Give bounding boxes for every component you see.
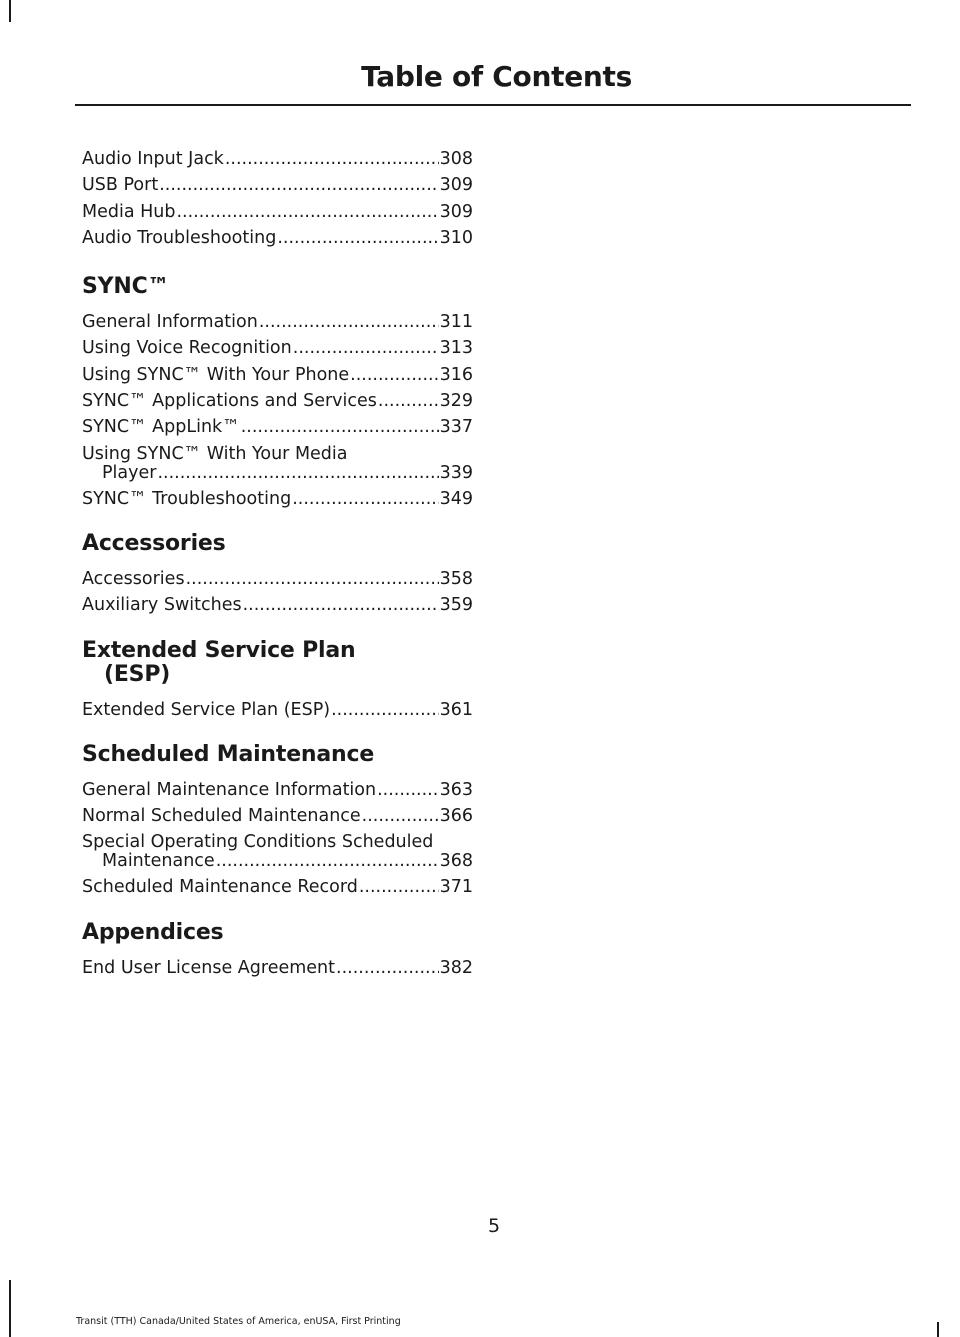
toc-entry-title: Audio Input Jack [82, 149, 224, 169]
dot-leader [277, 225, 438, 251]
dot-leader [157, 464, 438, 483]
dot-leader [176, 199, 438, 225]
toc-entry-title: Extended Service Plan (ESP) [82, 699, 331, 720]
section-heading-appendices: Appendices [82, 919, 224, 945]
crop-mark-bottom-left [9, 1280, 11, 1337]
toc-entry-page: 359 [439, 595, 473, 616]
dot-leader [359, 874, 439, 900]
toc-entry[interactable] [82, 833, 473, 871]
header-divider [75, 104, 911, 106]
section-heading-maintenance: Scheduled Maintenance [82, 741, 375, 767]
dot-leader [159, 172, 438, 198]
toc-entry-title-line2: Player [102, 462, 157, 483]
toc-entry-page: 311 [439, 312, 473, 333]
dot-leader [362, 803, 439, 829]
toc-entry-page: 358 [439, 568, 473, 589]
toc-entry-page: 371 [439, 877, 473, 898]
toc-entry-title: SYNC™ AppLink™ [82, 417, 240, 438]
section-heading-sync: SYNC™ [82, 274, 170, 300]
toc-entry[interactable] [82, 172, 473, 198]
toc-entry[interactable] [82, 697, 473, 723]
toc-entry[interactable] [82, 199, 473, 225]
section-heading-accessories: Accessories [82, 530, 226, 556]
toc-entry-page: 363 [439, 779, 473, 800]
toc-entry[interactable] [82, 592, 473, 618]
page-number: 5 [487, 1215, 501, 1237]
toc-entry-title: Media Hub [82, 201, 176, 222]
toc-entry-title: SYNC™ Applications and Services [82, 391, 377, 412]
dot-leader [377, 777, 439, 803]
toc-entry-title: End User License Agreement [82, 957, 335, 978]
toc-entry-title: Accessories [82, 568, 185, 589]
toc-entry-page: 316 [439, 364, 473, 385]
section-heading-line1: Extended Service Plan [82, 637, 356, 663]
dot-leader [350, 362, 438, 388]
section-heading-esp [82, 639, 473, 687]
toc-entry[interactable] [82, 486, 473, 512]
toc-entry-page: 337 [439, 417, 473, 438]
table-of-contents [82, 146, 473, 981]
dot-leader [293, 335, 439, 361]
toc-entry-page: 309 [439, 201, 473, 222]
dot-leader [336, 955, 439, 981]
toc-entry[interactable] [82, 146, 473, 172]
toc-entry[interactable] [82, 414, 473, 440]
dot-leader [225, 146, 439, 172]
toc-entry-title-line2: Maintenance [102, 851, 215, 872]
toc-entry-title: SYNC™ Troubleshooting [82, 488, 292, 509]
toc-entry-title: Auxiliary Switches [82, 595, 242, 616]
toc-entry[interactable] [82, 874, 473, 900]
toc-entry[interactable] [82, 362, 473, 388]
dot-leader [243, 592, 439, 618]
toc-entry-title: General Information [82, 312, 258, 333]
toc-entry-page: 368 [439, 851, 473, 872]
dot-leader [216, 852, 439, 871]
toc-entry-title: Audio Troubleshooting [82, 227, 277, 248]
dot-leader [186, 566, 439, 592]
toc-entry-title-line1: Special Operating Conditions Scheduled [82, 832, 434, 853]
toc-entry[interactable] [82, 803, 473, 829]
toc-entry[interactable] [82, 566, 473, 592]
toc-entry-title: General Maintenance Information [82, 779, 377, 800]
toc-entry[interactable] [82, 388, 473, 414]
toc-entry[interactable] [82, 777, 473, 803]
toc-entry[interactable] [82, 309, 473, 335]
toc-entry-title: Using Voice Recognition [82, 338, 292, 359]
dot-leader [292, 486, 438, 512]
toc-entry-title-line1: Using SYNC™ With Your Media [82, 443, 348, 464]
section-heading-line2: (ESP) [104, 661, 171, 687]
crop-mark-bottom-right [937, 1322, 939, 1337]
toc-entry-page: 382 [439, 957, 473, 978]
toc-entry-page: 308 [439, 149, 473, 169]
toc-entry-title: Using SYNC™ With Your Phone [82, 364, 350, 385]
toc-entry-title: USB Port [82, 175, 159, 196]
footer-text: Transit (TTH) Canada/United States of America, enUSA, First Printing [76, 1316, 401, 1327]
dot-leader [331, 697, 439, 723]
toc-entry[interactable] [82, 225, 473, 251]
toc-entry-page: 366 [439, 806, 473, 827]
dot-leader [259, 309, 439, 335]
toc-entry-page: 313 [439, 338, 473, 359]
toc-entry-page: 329 [439, 391, 473, 412]
toc-entry-title: Scheduled Maintenance Record [82, 877, 358, 898]
page-title: Table of Contents [361, 60, 632, 93]
toc-entry-page: 361 [439, 699, 473, 720]
toc-entry[interactable] [82, 335, 473, 361]
toc-entry-title: Normal Scheduled Maintenance [82, 806, 361, 827]
toc-entry[interactable] [82, 955, 473, 981]
dot-leader [241, 414, 439, 440]
toc-entry[interactable] [82, 445, 473, 483]
dot-leader [378, 388, 439, 414]
toc-entry-page: 349 [439, 488, 473, 509]
toc-entry-page: 339 [439, 462, 473, 483]
toc-entry-page: 310 [439, 227, 473, 248]
toc-entry-page: 309 [439, 175, 473, 196]
crop-mark-top-left [9, 0, 11, 22]
